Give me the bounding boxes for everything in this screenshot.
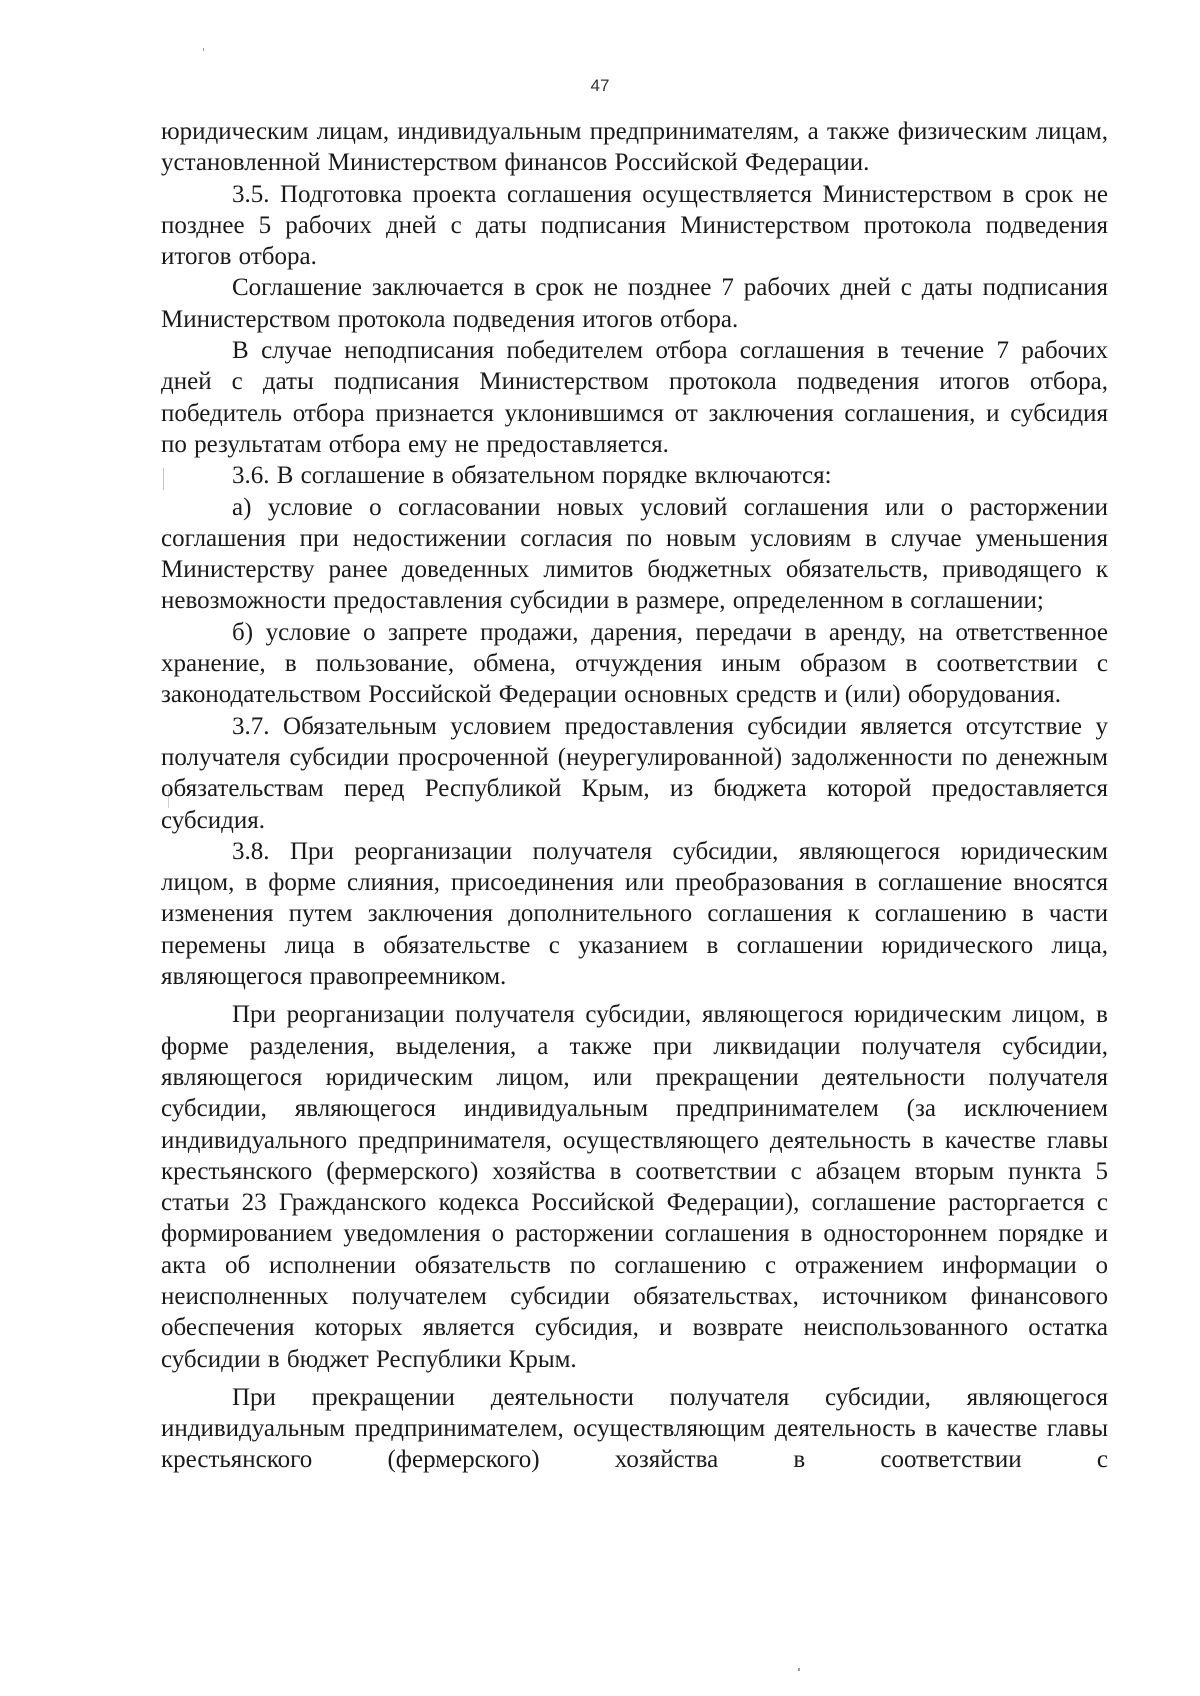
paragraph-3-6-b: б) условие о запрете продажи, дарения, передачи в аренду, на ответственное хранение, в пользование, обмена, отчуждения иным образом в соответствии с законодательством Российской Федерации основных средств и (или) оборудования. [161, 618, 1108, 709]
paragraph-non-signing: В случае неподписания победителем отбора соглашения в течение 7 рабочих дней с даты подписания Министерством протокола подведения итогов отбора, победитель отбора признается уклонившимся от заключения соглашения, и субсидия по результатам отбора ему не предоставляется. [161, 337, 1108, 458]
paragraph-3-5: 3.5. Подготовка проекта соглашения осуществляется Министерством в срок не позднее 5 рабочих дней с даты подписания Министерством протокола подведения итогов отбора. [161, 180, 1108, 271]
scan-speck [798, 1668, 800, 1671]
document-body [161, 116, 1108, 1476]
paragraph-3-7: 3.7. Обязательным условием предоставления субсидии является отсутствие у получателя субсидии просроченной (неурегулированной) задолженности по денежным обязательствам перед Республикой Крым, из бюджета которой предоставляется субсидия. [161, 712, 1108, 834]
paragraph-continuation: юридическим лицам, индивидуальным предпринимателям, а также физическим лицам, установленной Министерством финансов Российской Федерации. [161, 118, 1108, 177]
paragraph-reorganization-division: При реорганизации получателя субсидии, являющегося юридическим лицом, в форме разделения, выделения, а также при ликвидации получателя субсидии, являющегося юридическим лицом, или прекращении деятельности получателя субсидии, являющегося индивидуальным предпринимателем (за исключением индивидуального предпринимателя, осуществляющего деятельность в качестве главы крестьянского (фермерского) хозяйства в соответствии с абзацем вторым пункта 5 статьи 23 Гражданского кодекса Российской Федерации), соглашение расторгается с формированием уведомления о расторжении соглашения в одностороннем порядке и акта об исполнении обязательств по соглашению с отражением информации о неисполненных получателем субсидии обязательствах, источником финансового обеспечения которых является субсидия, и возврате неиспользованного остатка субсидии в бюджет Республики Крым. [161, 1001, 1108, 1373]
paragraph-3-6-a: а) условие о согласовании новых условий соглашения или о расторжении соглашения при недостижении согласия по новым условиям в случае уменьшения Министерству ранее доведенных лимитов бюджетных обязательств, приводящего к невозможности предоставления субсидии в размере, определенном в соглашении; [161, 493, 1108, 615]
page-number: 47 [590, 76, 610, 95]
paragraph-3-8: 3.8. При реорганизации получателя субсидии, являющегося юридическим лицом, в форме слияния, присоединения или преобразования в соглашение вносятся изменения путем заключения дополнительного соглашения к соглашению в части перемены лица в обязательстве с указанием в соглашении юридического лица, являющегося правопреемником. [161, 837, 1108, 991]
scan-speck [203, 48, 204, 51]
paragraph-3-6: 3.6. В соглашение в обязательном порядке включаются: [232, 462, 832, 490]
paragraph-termination-farm: При прекращении деятельности получателя субсидии, являющегося индивидуальным предпринимателем, осуществляющим деятельность в качестве главы крестьянского (фермерского) хозяйства в соответствии с [161, 1383, 1108, 1474]
paragraph-agreement-term: Соглашение заключается в срок не позднее 7 рабочих дней с даты подписания Министерством протокола подведения итогов отбора. [161, 274, 1108, 333]
